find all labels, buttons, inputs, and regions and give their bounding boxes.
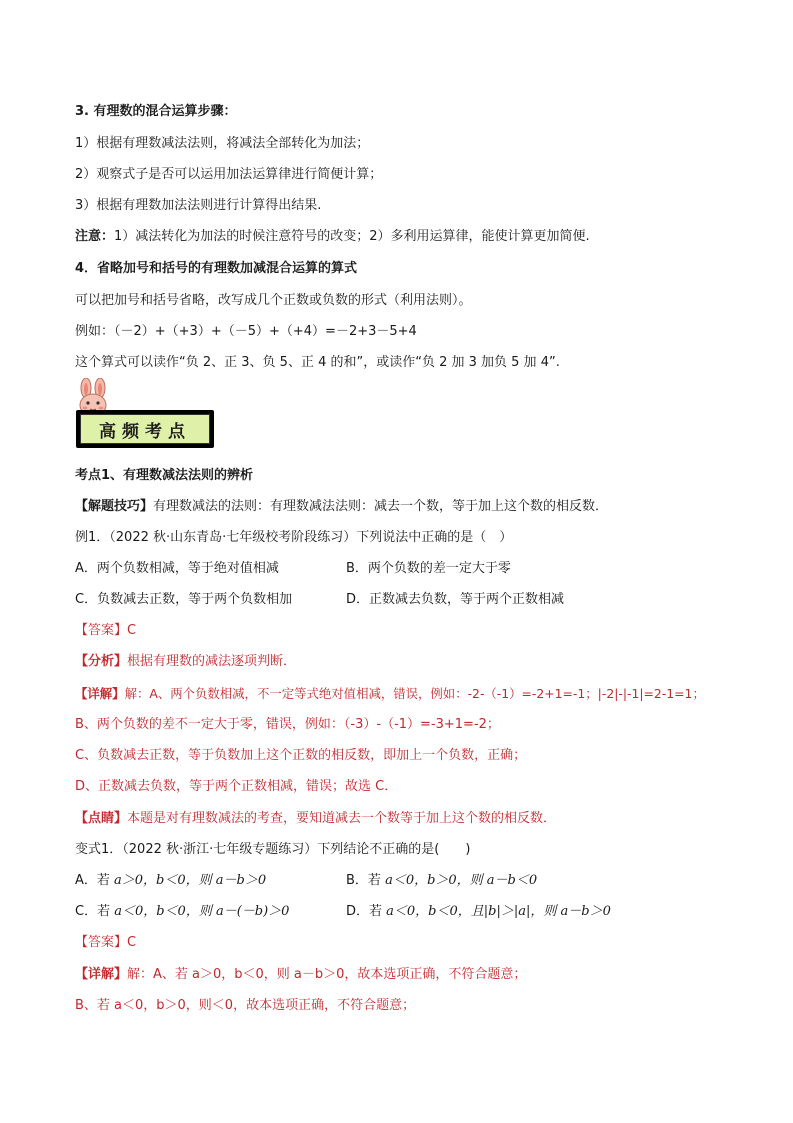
variant-option-a — [75, 873, 266, 888]
technique-text: 有理数减法的法则：有理数减法法则：减去一个数，等于加上这个数的相反数． — [153, 499, 609, 514]
detail-label: 【详解】 — [75, 686, 125, 701]
variant-option-b — [346, 872, 537, 890]
section-4-line-1: 可以把加号和括号省略，改写成几个正数或负数的形式（利用法则）。 — [75, 293, 472, 308]
technique-label: 【解题技巧】 — [75, 499, 154, 514]
detail-b: B、两个负数的差不一定大于零，错误，例如：（-3）-（-1）=-3+1=-2； — [75, 717, 500, 732]
option-b: B．两个负数的差一定大于零 — [346, 561, 511, 576]
variant-detail-b: B、若 a＜0，b＞0，则＜0，故本选项正确，不符合题意； — [75, 998, 416, 1013]
variant-detail-a-text: 解：A、若 a＞0，b＜0，则 a－b＞0，故本选项正确，不符合题意； — [127, 967, 527, 982]
variant-option-d-prefix: D．若 — [346, 904, 387, 919]
variant-option-a-prefix: A．若 — [75, 873, 115, 888]
variant-option-d — [346, 903, 611, 921]
variant-option-c — [75, 904, 289, 919]
section-4-example: 例如：（－2）+（+3）+（－5）+（+4）=－2+3－5+4 — [75, 324, 417, 339]
detail-a-text: 解：A、两个负数相减，不一定等式绝对值相减，错误，例如：-2-（-1）=-2+1=-1；|-2|-|-1|=2-1=1； — [124, 686, 705, 701]
note — [75, 228, 590, 246]
section-3-title: 3. 有理数的混合运算步骤： — [75, 104, 237, 119]
option-a: A．两个负数相减，等于绝对值相减 — [75, 561, 279, 576]
banner-label: 高频考点 — [80, 414, 210, 444]
section-4-line-3: 这个算式可以读作“负 2、正 3、负 5、正 4 的和”，或读作“负 2 加 3 加负 5 加 4”. — [75, 355, 560, 370]
analysis-label: 【分析】 — [75, 654, 128, 669]
options-row-1 — [75, 560, 715, 578]
detail-a — [75, 685, 705, 703]
variant-option-d-math: a＜0，b＜0，且|b|＞|a|，则 a－b＞0 — [386, 904, 611, 919]
variant-options-row-2 — [75, 903, 715, 921]
note-text: 1）减法转化为加法的时候注意符号的改变；2）多利用运算律，能使计算更加简便. — [114, 229, 590, 244]
options-row-2 — [75, 591, 715, 609]
point-text: 本题是对有理数减法的考查，要知道减去一个数等于加上这个数的相反数． — [127, 811, 557, 826]
technique — [75, 498, 608, 516]
variant-options-row-1 — [75, 872, 715, 890]
variant-option-a-math: a＞0，b＜0，则 a－b＞0 — [114, 873, 267, 888]
step-1: 1）根据有理数减法法则，将减法全部转化为加法； — [75, 136, 370, 151]
answer: 【答案】C — [75, 623, 137, 638]
detail-d: D、正数减去负数，等于两个正数相减，错误；故选 C． — [75, 779, 398, 794]
point-label: 【点睛】 — [75, 811, 128, 826]
step-3: 3）根据有理数加法法则进行计算得出结果. — [75, 198, 322, 213]
banner-box — [76, 410, 214, 448]
analysis — [75, 653, 296, 671]
analysis-text: 根据有理数的减法逐项判断． — [127, 654, 297, 669]
example-1-stem: 例1．（2022 秋·山东青岛·七年级校考阶段练习）下列说法中正确的是（ ） — [75, 530, 513, 545]
variant-detail-a — [75, 966, 526, 984]
variant-1-stem: 变式1．（2022 秋·浙江·七年级专题练习）下列结论不正确的是( ) — [75, 842, 471, 857]
section-4-title: 4．省略加号和括号的有理数加减混合运算的算式 — [75, 261, 358, 276]
variant-option-c-prefix: C．若 — [75, 904, 115, 919]
kaodian-1-title: 考点1、有理数减法法则的辨析 — [75, 468, 254, 483]
point — [75, 810, 556, 828]
variant-answer: 【答案】C — [75, 935, 137, 950]
option-c: C．负数减去正数，等于两个负数相加 — [75, 592, 293, 607]
variant-option-b-math: a＜0，b＞0，则 a－b＜0 — [385, 873, 538, 888]
step-2: 2）观察式子是否可以运用加法运算律进行简便计算； — [75, 167, 383, 182]
note-label: 注意： — [75, 229, 115, 244]
high-frequency-banner — [72, 378, 222, 454]
variant-option-b-prefix: B．若 — [346, 873, 386, 888]
variant-detail-label: 【详解】 — [75, 967, 128, 982]
detail-c: C、负数减去正数，等于负数加上这个正数的相反数，即加上一个负数，正确； — [75, 748, 527, 763]
option-d: D．正数减去负数，等于两个正数相减 — [346, 592, 565, 607]
variant-option-c-math: a＜0，b＜0，则 a－(－b)＞0 — [114, 904, 290, 919]
